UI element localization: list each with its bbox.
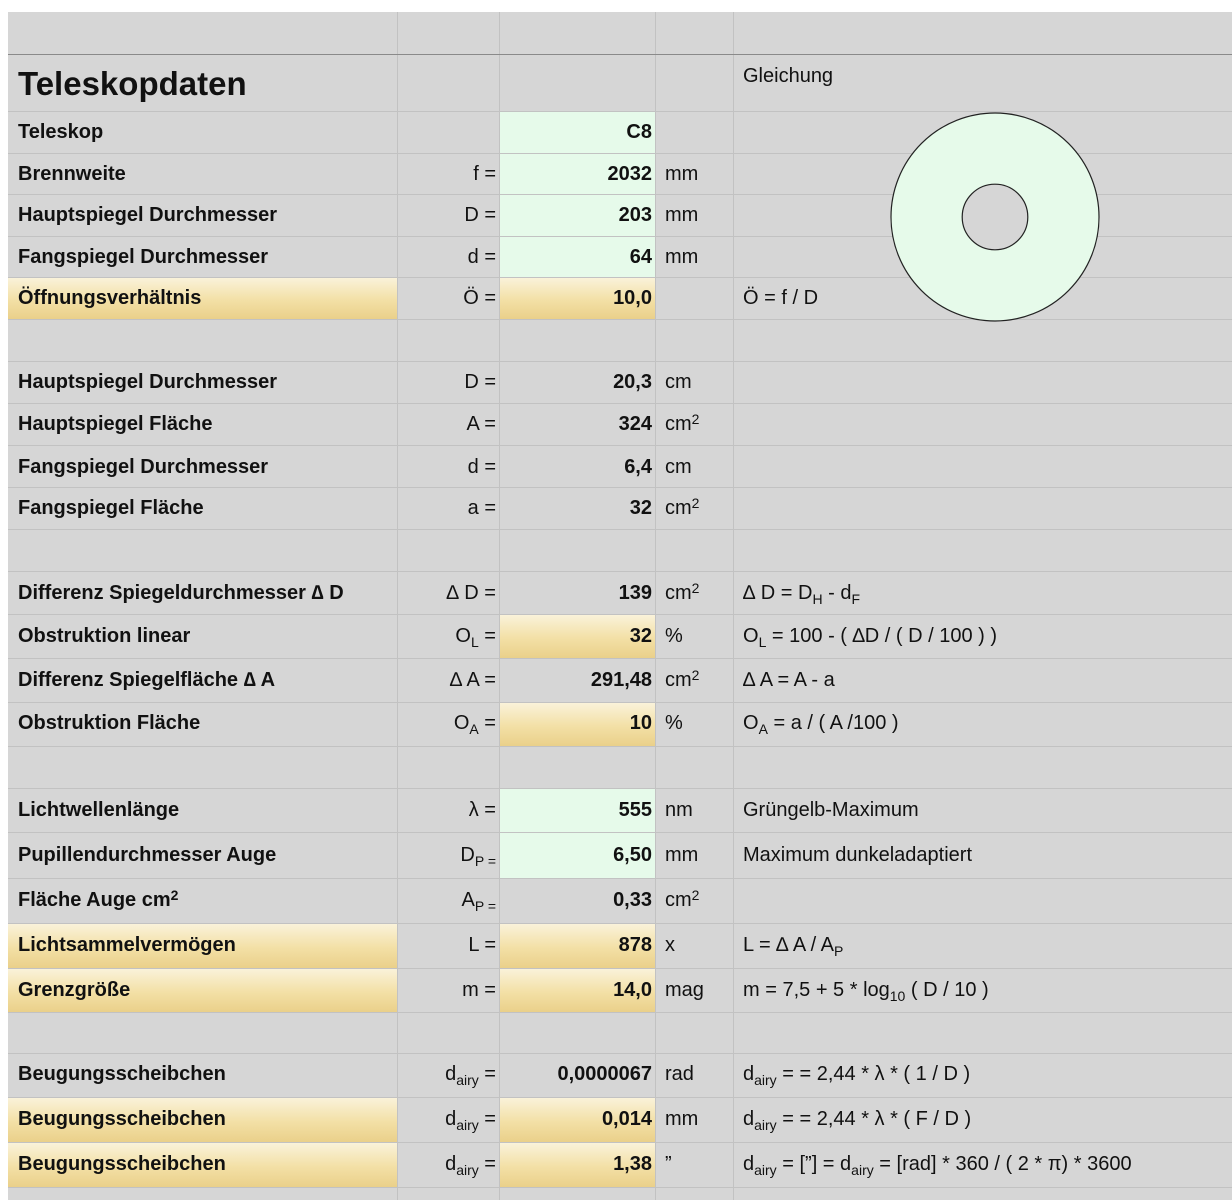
value-hauptspiegel-mm[interactable]: 203 — [618, 204, 652, 226]
equation-header: Gleichung — [743, 65, 834, 87]
value-obstruktion-flaeche[interactable]: 10 — [629, 712, 652, 734]
unit-lichtsammel: x — [665, 934, 675, 956]
label-teleskop: Teleskop — [18, 121, 104, 143]
value-grenzgroesse[interactable]: 14,0 — [613, 979, 652, 1001]
symbol-lichtsammel: L = — [468, 934, 496, 956]
value-beugung-rad[interactable]: 0,0000067 — [557, 1063, 652, 1085]
grid-row-line — [8, 746, 1232, 747]
value-beugung-mm[interactable]: 0,014 — [601, 1108, 652, 1130]
label-hauptspiegel-cm: Hauptspiegel Durchmesser — [18, 371, 277, 393]
value-lichtwellenlaenge[interactable]: 555 — [618, 799, 652, 821]
grid-row-line — [8, 361, 1232, 362]
label-lichtsammel: Lichtsammelvermögen — [18, 934, 236, 956]
symbol-obstruktion-linear: $O_L$ = — [455, 625, 496, 650]
secondary-mirror-disc — [962, 184, 1028, 250]
value-pupille[interactable]: 6,50 — [613, 844, 652, 866]
grid-column-line — [499, 12, 500, 1200]
equation-beugung-rad: $d_{airy}$ = = 2,44 * λ * ( 1 / D ) — [743, 1063, 971, 1088]
symbol-brennweite: f = — [473, 163, 496, 185]
value-oeffnung[interactable]: 10,0 — [613, 287, 652, 309]
label-obstruktion-flaeche: Obstruktion Fläche — [18, 712, 201, 734]
unit-fangspiegel-cm: cm — [665, 456, 692, 478]
value-teleskop[interactable]: C8 — [626, 121, 652, 143]
symbol-diff-a: ∆ A = — [449, 669, 496, 691]
label-grenzgroesse: Grenzgröße — [18, 979, 131, 1001]
grid-row-line — [8, 403, 1232, 404]
unit-diff-a: $cm^2$ — [665, 667, 700, 691]
label-flaeche-auge: Fläche Auge $cm^2$ — [18, 887, 179, 911]
value-beugung-arcsec[interactable]: 1,38 — [613, 1153, 652, 1175]
symbol-oeffnung: Ö = — [463, 287, 496, 309]
label-fangspiegel-flaeche: Fangspiegel Fläche — [18, 497, 204, 519]
label-fangspiegel-cm: Fangspiegel Durchmesser — [18, 456, 269, 478]
label-oeffnung: Öffnungsverhältnis — [18, 287, 202, 309]
value-lichtsammel[interactable]: 878 — [618, 934, 652, 956]
unit-grenzgroesse: mag — [665, 979, 704, 1001]
unit-obstruktion-flaeche: % — [665, 712, 683, 734]
grid-row-line — [8, 1097, 1232, 1098]
equation-lichtsammel: L = ∆ A / $A_P$ — [743, 934, 844, 959]
unit-beugung-arcsec: ” — [665, 1153, 672, 1175]
label-hauptspiegel-flaeche: Hauptspiegel Fläche — [18, 413, 213, 435]
equation-grenzgroesse: $m = 7,5 + 5 * \log_{10}$ ( D / 10 ) — [743, 979, 989, 1004]
equation-oeffnung: Ö = f / D — [743, 287, 819, 309]
label-fangspiegel-mm: Fangspiegel Durchmesser — [18, 246, 269, 268]
value-diff-a[interactable]: 291,48 — [590, 669, 652, 691]
equation-beugung-arcsec: $d_{airy}$ = [”] = $d_{airy} = [rad] * 360$ / ( 2 * π) * 3600 — [743, 1153, 1132, 1178]
mirror-obstruction-graphic — [889, 111, 1101, 323]
grid-row-line — [8, 487, 1232, 488]
unit-lichtwellenlaenge: nm — [665, 799, 693, 821]
symbol-fangspiegel-flaeche: a = — [467, 497, 496, 519]
label-beugung-mm: Beugungsscheibchen — [18, 1108, 226, 1130]
unit-fangspiegel-mm: mm — [665, 246, 699, 268]
grid-row-line — [8, 702, 1232, 703]
grid-row-line — [8, 788, 1232, 789]
grid-column-line — [733, 12, 734, 1200]
label-beugung-arcsec: Beugungsscheibchen — [18, 1153, 226, 1175]
value-brennweite[interactable]: 2032 — [607, 163, 652, 185]
value-flaeche-auge[interactable]: 0,33 — [613, 889, 652, 911]
value-obstruktion-linear[interactable]: 32 — [629, 625, 652, 647]
symbol-beugung-rad: $d_{airy}$ = — [445, 1063, 496, 1088]
grid-row-line — [8, 1187, 1232, 1188]
unit-hauptspiegel-mm: mm — [665, 204, 699, 226]
spreadsheet — [8, 12, 1232, 1200]
value-fangspiegel-cm[interactable]: 6,4 — [624, 456, 652, 478]
equation-obstruktion-linear: $O_L = 100$ - ( ∆D / ( D / 100 ) ) — [743, 625, 997, 650]
value-fangspiegel-flaeche[interactable]: 32 — [629, 497, 652, 519]
label-lichtwellenlaenge: Lichtwellenlänge — [18, 799, 180, 821]
grid-row-line — [8, 614, 1232, 615]
symbol-diff-d: ∆ D = — [446, 582, 496, 604]
equation-obstruktion-flaeche: $O_A = a$ / ( A /100 ) — [743, 712, 899, 737]
unit-beugung-mm: mm — [665, 1108, 699, 1130]
symbol-fangspiegel-cm: d = — [467, 456, 496, 478]
note-pupille: Maximum dunkeladaptiert — [743, 844, 972, 866]
unit-flaeche-auge: $cm^2$ — [665, 887, 700, 911]
symbol-hauptspiegel-mm: D = — [464, 204, 496, 226]
unit-fangspiegel-flaeche: $cm^2$ — [665, 495, 700, 519]
symbol-fangspiegel-mm: d = — [467, 246, 496, 268]
grid-row-line — [8, 1053, 1232, 1054]
unit-brennweite: mm — [665, 163, 699, 185]
grid-row-line — [8, 658, 1232, 659]
unit-diff-d: $cm^2$ — [665, 580, 700, 604]
symbol-obstruktion-flaeche: $O_A$ = — [453, 712, 496, 737]
value-hauptspiegel-cm[interactable]: 20,3 — [613, 371, 652, 393]
symbol-flaeche-auge: $A_{P =}$ — [461, 889, 496, 914]
equation-diff-a: ∆ A = A - a — [743, 669, 835, 691]
label-pupille: Pupillendurchmesser Auge — [18, 844, 277, 866]
unit-pupille: mm — [665, 844, 699, 866]
grid-row-line — [8, 54, 1232, 55]
grid-row-line — [8, 1012, 1232, 1013]
grid-row-line — [8, 445, 1232, 446]
label-obstruktion-linear: Obstruktion linear — [18, 625, 191, 647]
label-brennweite: Brennweite — [18, 163, 126, 185]
unit-hauptspiegel-cm: cm — [665, 371, 692, 393]
label-beugung-rad: Beugungsscheibchen — [18, 1063, 226, 1085]
symbol-hauptspiegel-flaeche: A = — [466, 413, 496, 435]
grid-row-line — [8, 968, 1232, 969]
label-hauptspiegel-mm: Hauptspiegel Durchmesser — [18, 204, 277, 226]
sheet-title: Teleskopdaten — [18, 65, 247, 102]
grid-column-line — [655, 12, 656, 1200]
grid-row-line — [8, 923, 1232, 924]
symbol-hauptspiegel-cm: D = — [464, 371, 496, 393]
symbol-lichtwellenlaenge: λ = — [468, 799, 496, 821]
unit-beugung-rad: rad — [665, 1063, 694, 1085]
note-lichtwellenlaenge: Grüngelb-Maximum — [743, 799, 919, 821]
value-diff-d[interactable]: 139 — [618, 582, 652, 604]
symbol-beugung-mm: $d_{airy}$ = — [445, 1108, 496, 1133]
grid-column-line — [397, 12, 398, 1200]
grid-row-line — [8, 529, 1232, 530]
label-diff-d: Differenz Spiegeldurchmesser ∆ D — [18, 582, 344, 604]
grid-row-line — [8, 571, 1232, 572]
equation-diff-d: ∆ $D = D_H - d_F$ — [743, 582, 861, 607]
unit-obstruktion-linear: % — [665, 625, 683, 647]
unit-hauptspiegel-flaeche: $cm^2$ — [665, 411, 700, 435]
label-diff-a: Differenz Spiegelfläche ∆ A — [18, 669, 276, 691]
value-hauptspiegel-flaeche[interactable]: 324 — [618, 413, 652, 435]
equation-beugung-mm: $d_{airy}$ = = 2,44 * λ * ( F / D ) — [743, 1108, 972, 1133]
grid-row-line — [8, 1142, 1232, 1143]
grid-row-line — [8, 832, 1232, 833]
grid-row-line — [8, 878, 1232, 879]
symbol-beugung-arcsec: $d_{airy}$ = — [445, 1153, 496, 1178]
symbol-pupille: $D_{P =}$ — [460, 844, 496, 869]
value-fangspiegel-mm[interactable]: 64 — [629, 246, 652, 268]
symbol-grenzgroesse: m = — [462, 979, 496, 1001]
